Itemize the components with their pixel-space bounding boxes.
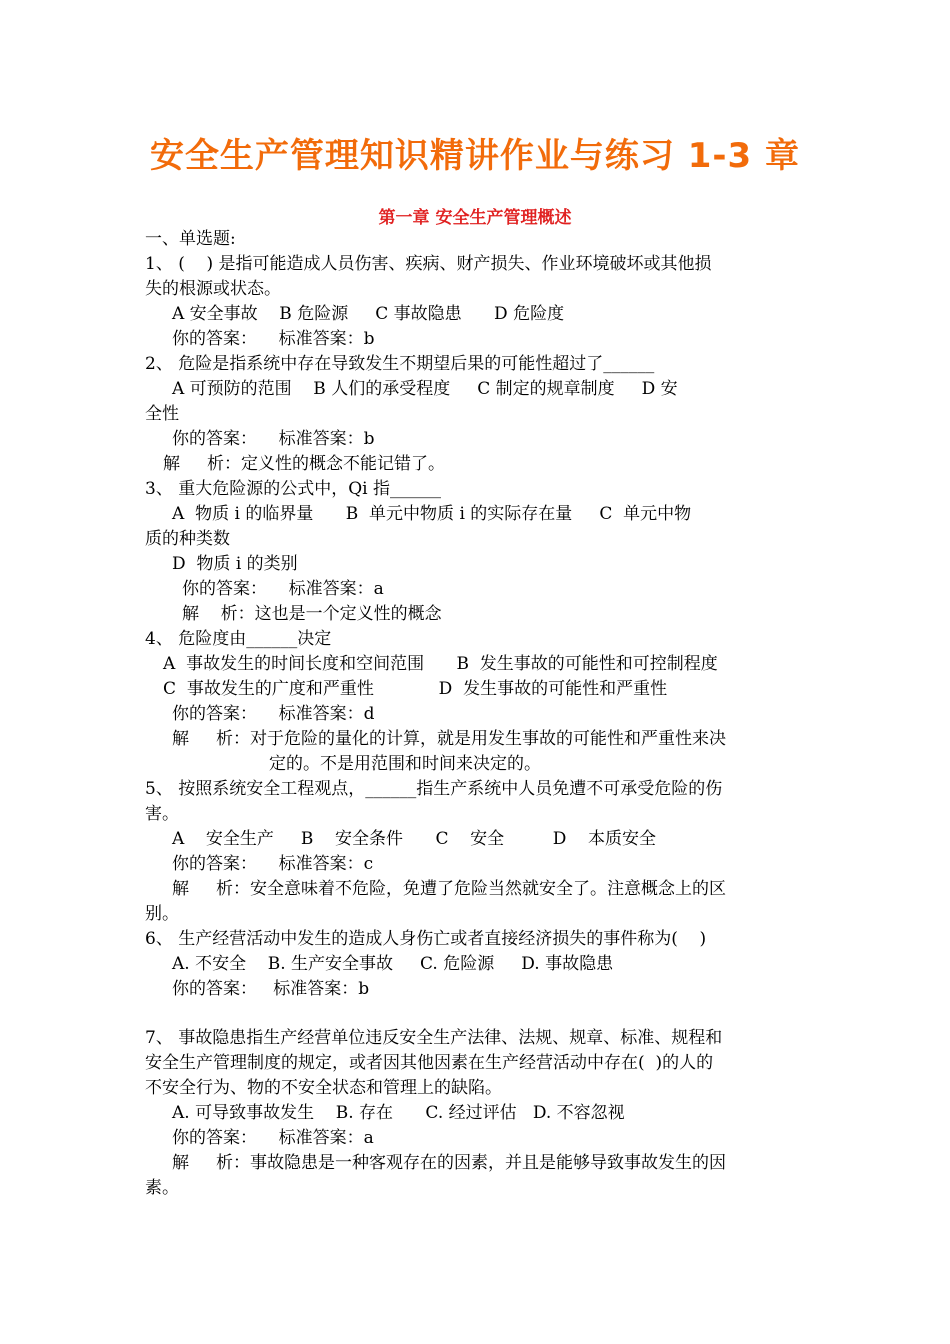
text-line: 你的答案： 标准答案：a — [182, 579, 384, 599]
text-line: 别。 — [145, 904, 179, 924]
text-line: 你的答案： 标准答案：a — [172, 1128, 374, 1148]
text-line: A. 可导致事故发生 B. 存在 C. 经过评估 D. 不容忽视 — [172, 1103, 625, 1123]
text-line: 5、 按照系统安全工程观点，______指生产系统中人员免遭不可承受危险的伤 — [145, 779, 723, 799]
text-line: 全性 — [145, 404, 179, 424]
text-line: A. 不安全 B. 生产安全事故 C. 危险源 D. 事故隐患 — [172, 954, 614, 974]
text-line: 你的答案： 标准答案：b — [172, 979, 370, 999]
text-line: A 事故发生的时间长度和空间范围 B 发生事故的可能性和可控制程度 — [163, 654, 718, 674]
text-line: 解 析：安全意味着不危险，免遭了危险当然就安全了。注意概念上的区 — [172, 879, 727, 899]
document-title: 安全生产管理知识精讲作业与练习 1-3 章 — [149, 136, 801, 176]
text-line: 害。 — [145, 804, 179, 824]
text-line: A 安全生产 B 安全条件 C 安全 D 本质安全 — [172, 829, 656, 849]
text-line: 你的答案： 标准答案：d — [172, 704, 375, 724]
text-line: A 安全事故 B 危险源 C 事故隐患 D 危险度 — [172, 304, 565, 324]
text-line: 不安全行为、物的不安全状态和管理上的缺陷。 — [145, 1078, 502, 1098]
text-line: 解 析：事故隐患是一种客观存在的因素，并且是能够导致事故发生的因 — [172, 1153, 727, 1173]
text-line: D 物质 i 的类别 — [172, 554, 298, 574]
text-line: 一、单选题: — [145, 229, 236, 249]
text-line: 素。 — [145, 1178, 179, 1198]
text-line: C 事故发生的广度和严重性 D 发生事故的可能性和严重性 — [163, 679, 668, 699]
text-line: 你的答案： 标准答案：b — [172, 329, 375, 349]
text-line: 解 析：对于危险的量化的计算，就是用发生事故的可能性和严重性来决 — [172, 729, 727, 749]
text-line: 定的。不是用范围和时间来决定的。 — [269, 754, 541, 774]
chapter-heading: 第一章 安全生产管理概述 — [378, 208, 572, 228]
text-line: 7、 事故隐患指生产经营单位违反安全生产法律、法规、规章、标准、规程和 — [145, 1028, 723, 1048]
text-line: 失的根源或状态。 — [145, 279, 281, 299]
text-line: 安全生产管理制度的规定，或者因其他因素在生产经营活动中存在( )的人的 — [145, 1053, 714, 1073]
text-line: 质的种类数 — [145, 529, 230, 549]
text-line: 解 析：定义性的概念不能记错了。 — [163, 454, 446, 474]
text-line: A 物质 i 的临界量 B 单元中物质 i 的实际存在量 C 单元中物 — [172, 504, 692, 524]
text-line: 1、 ( ) 是指可能造成人员伤害、疾病、财产损失、作业环境破坏或其他损 — [145, 254, 712, 274]
text-line: 2、 危险是指系统中存在导致发生不期望后果的可能性超过了______ — [145, 354, 655, 374]
text-line: 解 析：这也是一个定义性的概念 — [182, 604, 442, 624]
text-line: 你的答案： 标准答案：b — [172, 429, 375, 449]
text-line: 4、 危险度由______决定 — [145, 629, 332, 649]
text-line: 6、 生产经营活动中发生的造成人身伤亡或者直接经济损失的事件称为( ) — [145, 929, 707, 949]
text-line: 你的答案： 标准答案：c — [172, 854, 374, 874]
text-line: 3、 重大危险源的公式中，Qi 指______ — [145, 479, 441, 499]
text-line: A 可预防的范围 B 人们的承受程度 C 制定的规章制度 D 安 — [172, 379, 678, 399]
